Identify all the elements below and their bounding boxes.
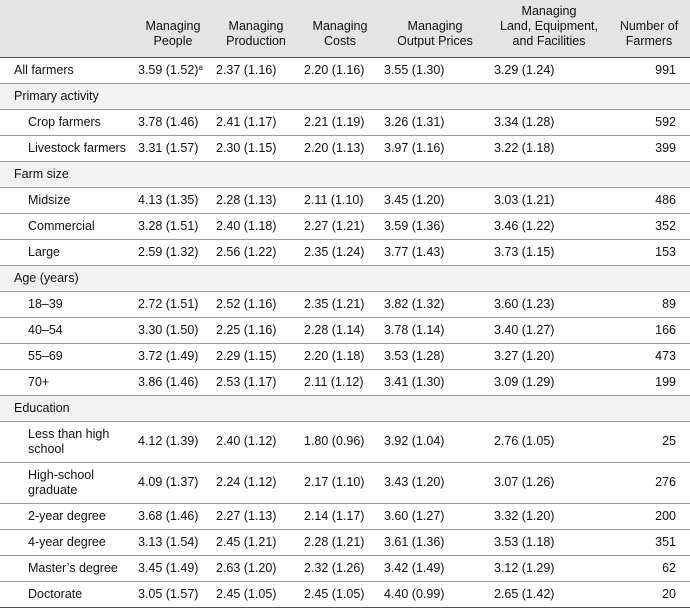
table-row bbox=[0, 556, 690, 582]
cell-count: 89 bbox=[608, 292, 690, 318]
cell-production: 2.45 (1.21) bbox=[212, 530, 300, 556]
cell-production: 2.27 (1.13) bbox=[212, 504, 300, 530]
cell-prices: 3.42 (1.49) bbox=[380, 556, 490, 582]
cell-count: 62 bbox=[608, 556, 690, 582]
cell-production: 2.30 (1.15) bbox=[212, 136, 300, 162]
table-row bbox=[0, 504, 690, 530]
group-title: Age (years) bbox=[0, 266, 690, 292]
cell-count: 153 bbox=[608, 240, 690, 266]
footnote-marker: a bbox=[198, 62, 203, 72]
cell-production: 2.28 (1.13) bbox=[212, 188, 300, 214]
cell-costs: 2.21 (1.19) bbox=[300, 110, 380, 136]
cell-land: 3.32 (1.20) bbox=[490, 504, 608, 530]
cell-production: 2.63 (1.20) bbox=[212, 556, 300, 582]
cell-land: 3.73 (1.15) bbox=[490, 240, 608, 266]
cell-prices: 3.41 (1.30) bbox=[380, 370, 490, 396]
row-label: 2-year degree bbox=[0, 504, 134, 530]
group-header-row bbox=[0, 84, 690, 110]
cell-people: 4.13 (1.35) bbox=[134, 188, 212, 214]
cell-production: 2.53 (1.17) bbox=[212, 370, 300, 396]
table-row bbox=[0, 240, 690, 266]
table-row bbox=[0, 318, 690, 344]
table-row bbox=[0, 370, 690, 396]
row-label: 55–69 bbox=[0, 344, 134, 370]
row-label: Livestock farmers bbox=[0, 136, 134, 162]
cell-people: 4.12 (1.39) bbox=[134, 422, 212, 463]
cell-costs: 2.35 (1.21) bbox=[300, 292, 380, 318]
header-managing-output-prices: Managing Output Prices bbox=[380, 0, 490, 58]
cell-production: 2.24 (1.12) bbox=[212, 463, 300, 504]
cell-production: 2.41 (1.17) bbox=[212, 110, 300, 136]
cell-land: 3.03 (1.21) bbox=[490, 188, 608, 214]
table-row-all-farmers bbox=[0, 58, 690, 84]
cell-land: 3.29 (1.24) bbox=[494, 62, 555, 77]
cell-people: 4.09 (1.37) bbox=[134, 463, 212, 504]
header-label-col bbox=[0, 0, 134, 58]
row-label: High-school graduate bbox=[0, 463, 134, 504]
cell-costs: 1.80 (0.96) bbox=[300, 422, 380, 463]
row-label: 4-year degree bbox=[0, 530, 134, 556]
cell-people: 3.13 (1.54) bbox=[134, 530, 212, 556]
cell-land: 2.76 (1.05) bbox=[490, 422, 608, 463]
cell-production: 2.25 (1.16) bbox=[212, 318, 300, 344]
table-row bbox=[0, 292, 690, 318]
cell-prices: 3.59 (1.36) bbox=[380, 214, 490, 240]
cell-costs: 2.28 (1.14) bbox=[300, 318, 380, 344]
row-label: Doctorate bbox=[0, 582, 134, 608]
cell-land: 3.46 (1.22) bbox=[490, 214, 608, 240]
cell-costs: 2.20 (1.16) bbox=[304, 62, 365, 77]
cell-production: 2.52 (1.16) bbox=[212, 292, 300, 318]
row-label: Large bbox=[0, 240, 134, 266]
cell-count: 991 bbox=[655, 62, 676, 77]
table-row bbox=[0, 422, 690, 463]
table-row bbox=[0, 530, 690, 556]
cell-prices: 3.53 (1.28) bbox=[380, 344, 490, 370]
table-row bbox=[0, 214, 690, 240]
cell-people: 2.59 (1.32) bbox=[134, 240, 212, 266]
table-row bbox=[0, 582, 690, 608]
cell-costs: 2.20 (1.18) bbox=[300, 344, 380, 370]
row-label: Commercial bbox=[0, 214, 134, 240]
cell-prices: 3.55 (1.30) bbox=[384, 62, 445, 77]
cell-count: 25 bbox=[608, 422, 690, 463]
cell-prices: 3.78 (1.14) bbox=[380, 318, 490, 344]
cell-land: 3.40 (1.27) bbox=[490, 318, 608, 344]
cell-costs: 2.14 (1.17) bbox=[300, 504, 380, 530]
cell-costs: 2.45 (1.05) bbox=[300, 582, 380, 608]
cell-count: 166 bbox=[608, 318, 690, 344]
row-label: Midsize bbox=[0, 188, 134, 214]
cell-costs: 2.28 (1.21) bbox=[300, 530, 380, 556]
group-title: Primary activity bbox=[0, 84, 690, 110]
cell-people: 3.28 (1.51) bbox=[134, 214, 212, 240]
cell-prices: 3.61 (1.36) bbox=[380, 530, 490, 556]
group-header-row bbox=[0, 396, 690, 422]
cell-production: 2.40 (1.12) bbox=[212, 422, 300, 463]
cell-count: 351 bbox=[608, 530, 690, 556]
cell-production: 2.45 (1.05) bbox=[212, 582, 300, 608]
cell-people: 3.05 (1.57) bbox=[134, 582, 212, 608]
cell-land: 3.53 (1.18) bbox=[490, 530, 608, 556]
cell-prices: 3.43 (1.20) bbox=[380, 463, 490, 504]
header-managing-people: Managing People bbox=[134, 0, 212, 58]
group-header-row bbox=[0, 162, 690, 188]
cell-count: 473 bbox=[608, 344, 690, 370]
cell-count: 276 bbox=[608, 463, 690, 504]
cell-people: 3.72 (1.49) bbox=[134, 344, 212, 370]
table-row bbox=[0, 110, 690, 136]
table-row bbox=[0, 463, 690, 504]
cell-costs: 2.17 (1.10) bbox=[300, 463, 380, 504]
cell-prices: 3.26 (1.31) bbox=[380, 110, 490, 136]
header-managing-production: Managing Production bbox=[212, 0, 300, 58]
cell-people: 3.78 (1.46) bbox=[134, 110, 212, 136]
cell-costs: 2.11 (1.10) bbox=[300, 188, 380, 214]
cell-count: 199 bbox=[608, 370, 690, 396]
cell-count: 592 bbox=[608, 110, 690, 136]
table-row bbox=[0, 136, 690, 162]
cell-land: 3.22 (1.18) bbox=[490, 136, 608, 162]
cell-prices: 3.97 (1.16) bbox=[380, 136, 490, 162]
cell-land: 3.12 (1.29) bbox=[490, 556, 608, 582]
row-label: Less than high school bbox=[0, 422, 134, 463]
group-title: Education bbox=[0, 396, 690, 422]
cell-costs: 2.11 (1.12) bbox=[300, 370, 380, 396]
cell-production: 2.37 (1.16) bbox=[216, 62, 277, 77]
cell-people: 3.68 (1.46) bbox=[134, 504, 212, 530]
table-row bbox=[0, 344, 690, 370]
cell-count: 486 bbox=[608, 188, 690, 214]
cell-people: 3.30 (1.50) bbox=[134, 318, 212, 344]
group-header-row bbox=[0, 266, 690, 292]
cell-people: 3.31 (1.57) bbox=[134, 136, 212, 162]
cell-people: 3.59 $(1.52)^a$ bbox=[138, 62, 203, 77]
cell-costs: 2.35 (1.24) bbox=[300, 240, 380, 266]
cell-costs: 2.32 (1.26) bbox=[300, 556, 380, 582]
cell-people: 2.72 (1.51) bbox=[134, 292, 212, 318]
cell-count: 399 bbox=[608, 136, 690, 162]
cell-prices: 3.77 (1.43) bbox=[380, 240, 490, 266]
cell-land: 3.34 (1.28) bbox=[490, 110, 608, 136]
cell-prices: 3.60 (1.27) bbox=[380, 504, 490, 530]
cell-production: 2.29 (1.15) bbox=[212, 344, 300, 370]
cell-land: 3.07 (1.26) bbox=[490, 463, 608, 504]
cell-people: 3.86 (1.46) bbox=[134, 370, 212, 396]
cell-land: 2.65 (1.42) bbox=[490, 582, 608, 608]
cell-prices: 3.45 (1.20) bbox=[380, 188, 490, 214]
header-managing-costs: Managing Costs bbox=[300, 0, 380, 58]
cell-costs: 2.20 (1.13) bbox=[300, 136, 380, 162]
cell-count: 352 bbox=[608, 214, 690, 240]
cell-land: 3.60 (1.23) bbox=[490, 292, 608, 318]
cell-prices: 4.40 (0.99) bbox=[380, 582, 490, 608]
cell-costs: 2.27 (1.21) bbox=[300, 214, 380, 240]
header-row bbox=[0, 0, 690, 58]
cell-prices: 3.82 (1.32) bbox=[380, 292, 490, 318]
cell-land: 3.09 (1.29) bbox=[490, 370, 608, 396]
cell-count: 200 bbox=[608, 504, 690, 530]
cell-land: 3.27 (1.20) bbox=[490, 344, 608, 370]
row-label: All farmers bbox=[14, 62, 74, 77]
cell-production: 2.40 (1.18) bbox=[212, 214, 300, 240]
group-title: Farm size bbox=[0, 162, 690, 188]
row-label: Crop farmers bbox=[0, 110, 134, 136]
cell-prices: 3.92 (1.04) bbox=[380, 422, 490, 463]
header-managing-land: Managing Land, Equipment, and Facilities bbox=[490, 0, 608, 58]
row-label: 40–54 bbox=[0, 318, 134, 344]
table-row bbox=[0, 188, 690, 214]
cell-people: 3.45 (1.49) bbox=[134, 556, 212, 582]
row-label: 18–39 bbox=[0, 292, 134, 318]
row-label: 70+ bbox=[0, 370, 134, 396]
row-label: Master’s degree bbox=[0, 556, 134, 582]
header-number-of-farmers: Number of Farmers bbox=[608, 0, 690, 58]
cell-production: 2.56 (1.22) bbox=[212, 240, 300, 266]
cell-count: 20 bbox=[608, 582, 690, 608]
